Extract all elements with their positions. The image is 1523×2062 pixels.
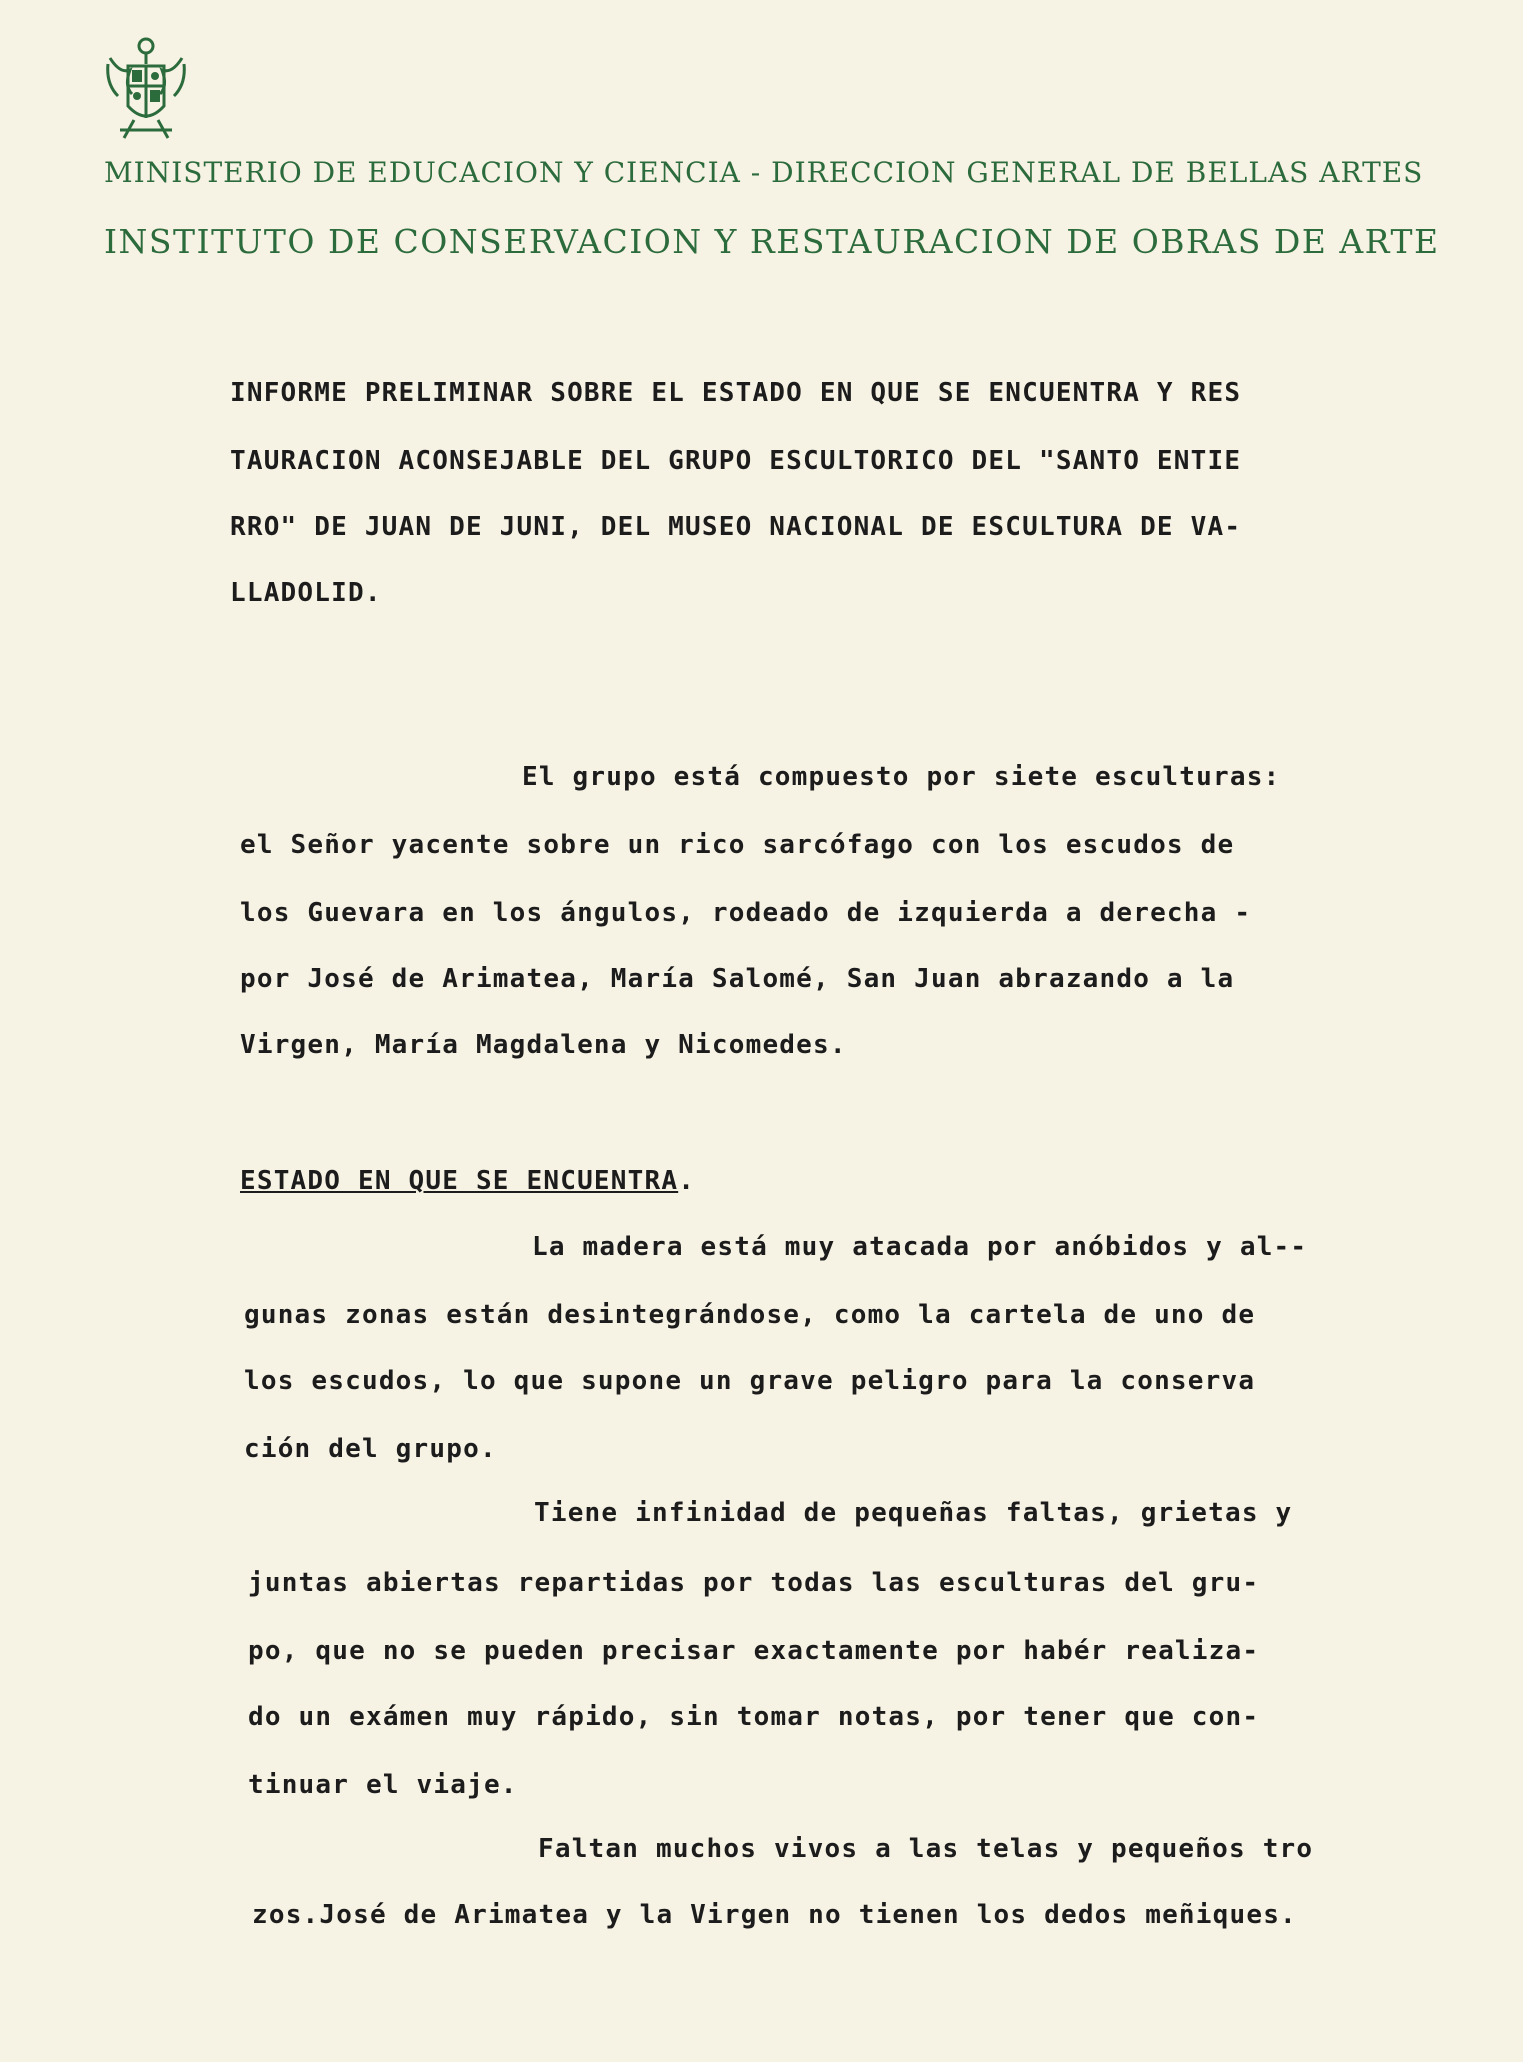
title-line-4: LLADOLID. — [230, 578, 382, 608]
coat-of-arms-icon — [104, 34, 188, 142]
paragraph-2-line-2: gunas zonas están desintegrándose, como la cartela de uno de — [244, 1300, 1256, 1330]
paragraph-3-line-2: juntas abiertas repartidas por todas las esculturas del gru- — [248, 1568, 1260, 1598]
paragraph-1-line-1: El grupo está compuesto por siete esculturas: — [522, 762, 1281, 792]
paragraph-3-line-5: tinuar el viaje. — [248, 1770, 518, 1800]
title-line-3: RRO" DE JUAN DE JUNI, DEL MUSEO NACIONAL DE ESCULTURA DE VA- — [230, 512, 1242, 542]
title-line-1: INFORME PRELIMINAR SOBRE EL ESTADO EN QUE SE ENCUENTRA Y RES — [230, 378, 1242, 408]
paragraph-4-line-2: zos.José de Arimatea y la Virgen no tienen los dedos meñiques. — [252, 1900, 1297, 1930]
paragraph-2-line-1: La madera está muy atacada por anóbidos y al-- — [532, 1232, 1308, 1262]
paragraph-3-line-3: po, que no se pueden precisar exactamente por habér realiza- — [248, 1636, 1260, 1666]
paragraph-1-line-4: por José de Arimatea, María Salomé, San Juan abrazando a la — [240, 964, 1235, 994]
paragraph-1-line-3: los Guevara en los ángulos, rodeado de izquierda a derecha - — [240, 898, 1252, 928]
paragraph-3-line-4: do un exámen muy rápido, sin tomar notas, por tener que con- — [248, 1702, 1260, 1732]
section-heading — [240, 1166, 695, 1196]
paragraph-2-line-4: ción del grupo. — [244, 1434, 497, 1464]
title-line-2: TAURACION ACONSEJABLE DEL GRUPO ESCULTORICO DEL "SANTO ENTIE — [230, 446, 1242, 476]
paragraph-1-line-2: el Señor yacente sobre un rico sarcófago con los escudos de — [240, 830, 1235, 860]
paragraph-3-line-1: Tiene infinidad de pequeñas faltas, grietas y — [534, 1498, 1293, 1528]
ministry-header: MINISTERIO DE EDUCACION Y CIENCIA - DIRECCION GENERAL DE BELLAS ARTES — [104, 156, 1424, 189]
paragraph-4-line-1: Faltan muchos vivos a las telas y pequeños tro — [538, 1834, 1314, 1864]
section-heading-period: . — [678, 1166, 696, 1196]
paragraph-1-line-5: Virgen, María Magdalena y Nicomedes. — [240, 1030, 847, 1060]
section-heading-text: ESTADO EN QUE SE ENCUENTRA — [240, 1166, 679, 1196]
institute-header: INSTITUTO DE CONSERVACION Y RESTAURACION DE OBRAS DE ARTE — [104, 222, 1440, 261]
paragraph-2-line-3: los escudos, lo que supone un grave peligro para la conserva — [244, 1366, 1256, 1396]
